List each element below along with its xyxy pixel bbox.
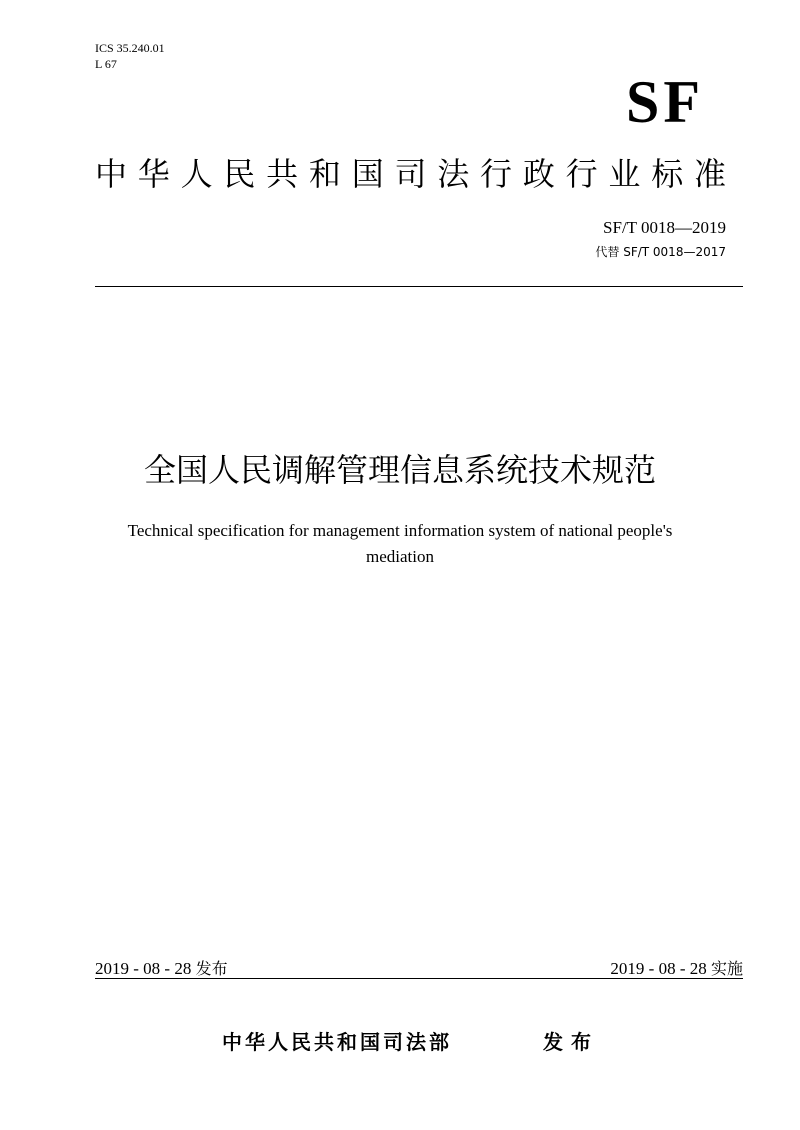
implement-date	[610, 958, 743, 980]
ccs-code: L 67	[95, 57, 117, 71]
document-title-en: Technical specification for management information system of national people's mediation	[127, 521, 673, 566]
ics-code: ICS 35.240.01	[95, 41, 165, 55]
standard-number: SF/T 0018—2019	[603, 218, 726, 237]
implement-date-value: 2019 - 08 - 28	[610, 959, 707, 978]
classification-codes	[95, 40, 165, 72]
implement-label: 实施	[710, 959, 743, 978]
issuer-name: 中华人民共和国司法部	[222, 1030, 452, 1054]
footer-divider	[95, 978, 743, 979]
publish-date-value: 2019 - 08 - 28	[95, 959, 192, 978]
issuer-action: 发布	[543, 1030, 599, 1054]
publish-date	[95, 958, 228, 980]
publish-label: 发布	[195, 959, 228, 978]
standard-type-heading: 中华人民共和国司法行政行业标准	[95, 155, 730, 193]
sf-logo: SF	[625, 69, 704, 135]
document-title-zh: 全国人民调解管理信息系统技术规范	[143, 451, 656, 489]
header-divider	[95, 286, 743, 287]
replaces-note: 代替 SF/T 0018—2017	[595, 245, 726, 259]
